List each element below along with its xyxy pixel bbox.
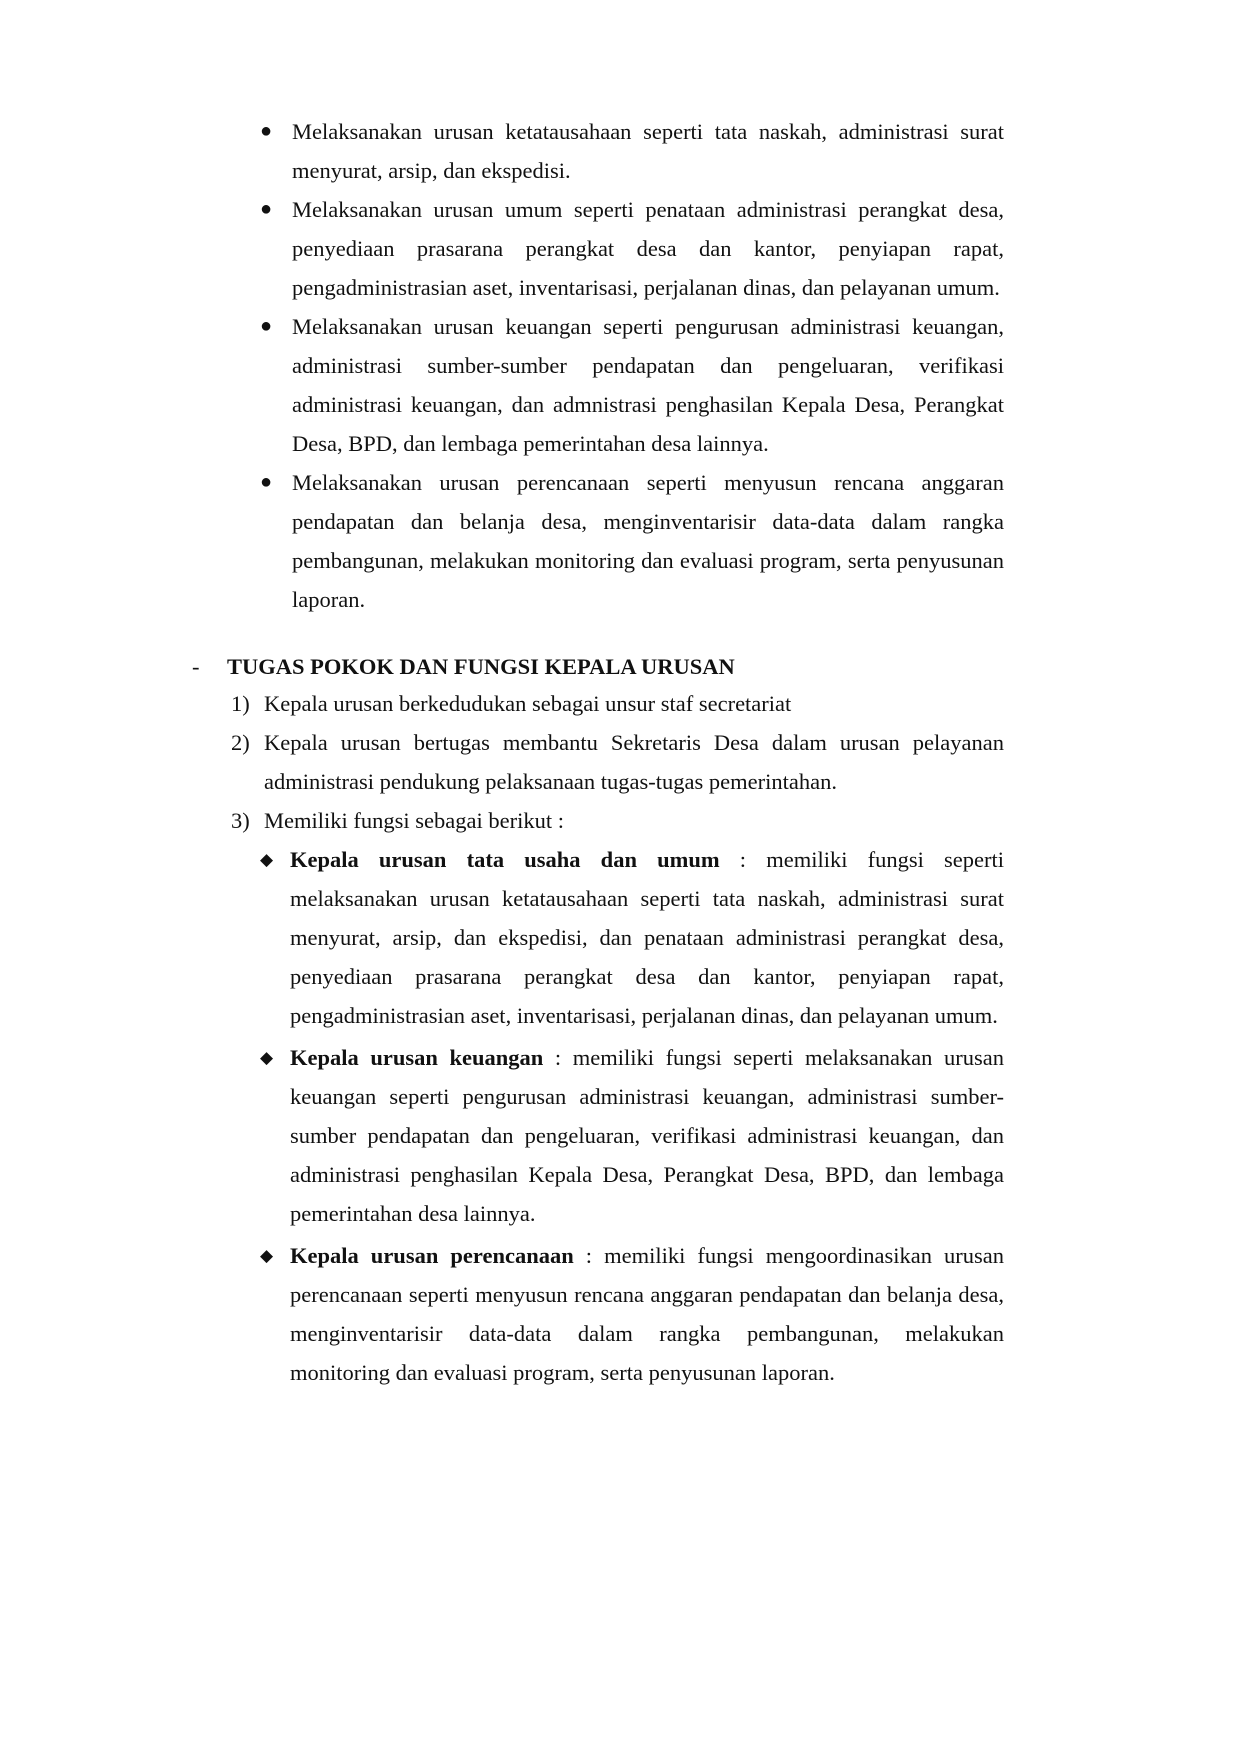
diamond-bullet-icon: ◆ (260, 1246, 274, 1265)
function-item (260, 1038, 1005, 1233)
function-title: Kepala urusan perencanaan (290, 1243, 574, 1268)
numbered-item-text: Kepala urusan berkedudukan sebagai unsur staf secretariat (264, 691, 792, 716)
duty-bullet-item (260, 463, 1004, 619)
function-item (260, 840, 1004, 1035)
bullet-dot-icon: ● (260, 198, 273, 220)
numbered-list (231, 684, 1004, 840)
duty-bullet-text: Melaksanakan urusan perencanaan seperti menyusun rencana anggaran pendapatan dan belanja desa, menginventarisir data-data dalam rangka pembangunan, melakukan monitoring dan evaluasi program, serta penyusunan laporan. (292, 470, 1004, 612)
duty-bullet-text: Melaksanakan urusan keuangan seperti pengurusan administrasi keuangan, administrasi sumber-sumber pendapatan dan pengeluaran, verifikasi administrasi keuangan, dan admnistrasi penghasilan Kepala Desa, Perangkat Desa, BPD, dan lembaga pemerintahan desa lainnya. (292, 314, 1004, 456)
duty-bullet-text: Melaksanakan urusan ketatausahaan seperti tata naskah, administrasi surat menyurat, arsip, dan ekspedisi. (292, 119, 1004, 183)
duties-bullet-list (260, 112, 1004, 619)
section-title: TUGAS POKOK DAN FUNGSI KEPALA URUSAN (227, 654, 735, 679)
bullet-dot-icon: ● (260, 120, 273, 142)
function-description: : memiliki fungsi seperti melaksanakan urusan ketatausahaan seperti tata naskah, administrasi surat menyurat, arsip, dan ekspedisi, dan penataan administrasi perangkat desa, penyediaan prasarana perangkat desa dan kantor, penyiapan rapat, pengadministrasian aset, inventarisasi, perjalanan dinas, dan pelayanan umum. (290, 847, 1004, 1028)
item-number: 2) (231, 730, 250, 755)
bullet-dot-icon: ● (260, 315, 273, 337)
heading-dash: - (192, 654, 200, 679)
numbered-item-text: Memiliki fungsi sebagai berikut : (264, 808, 564, 833)
numbered-item (231, 723, 1004, 801)
duty-bullet-item (260, 307, 1004, 463)
item-number: 3) (231, 808, 250, 833)
numbered-item-text: Kepala urusan bertugas membantu Sekretaris Desa dalam urusan pelayanan administrasi pendukung pelaksanaan tugas-tugas pemerintahan. (264, 730, 1004, 794)
functions-list (260, 840, 1005, 1395)
duty-bullet-text: Melaksanakan urusan umum seperti penataan administrasi perangkat desa, penyediaan prasarana perangkat desa dan kantor, penyiapan rapat, pengadministrasian aset, inventarisasi, perjalanan dinas, dan pelayanan umum. (292, 197, 1004, 300)
section-heading (192, 647, 1012, 686)
numbered-item (231, 684, 1004, 723)
numbered-item (231, 801, 1004, 840)
function-title: Kepala urusan tata usaha dan umum (290, 847, 720, 872)
duty-bullet-item (260, 190, 1004, 307)
diamond-bullet-icon: ◆ (260, 1048, 274, 1067)
function-description: : memiliki fungsi mengoordinasikan urusan perencanaan seperti menyusun rencana anggaran pendapatan dan belanja desa, menginventarisir data-data dalam rangka pembangunan, melakukan monitoring dan evaluasi program, serta penyusunan laporan. (290, 1243, 1004, 1385)
duty-bullet-item (260, 112, 1004, 190)
function-title: Kepala urusan keuangan (290, 1045, 544, 1070)
function-item (260, 1236, 1004, 1392)
item-number: 1) (231, 691, 250, 716)
function-description: : memiliki fungsi seperti melaksanakan urusan keuangan seperti pengurusan administrasi keuangan, administrasi sumber-sumber pendapatan dan pengeluaran, verifikasi administrasi keuangan, dan administrasi penghasilan Kepala Desa, Perangkat Desa, BPD, dan lembaga pemerintahan desa lainnya. (290, 1045, 1005, 1226)
diamond-bullet-icon: ◆ (260, 850, 274, 869)
bullet-dot-icon: ● (260, 471, 273, 493)
